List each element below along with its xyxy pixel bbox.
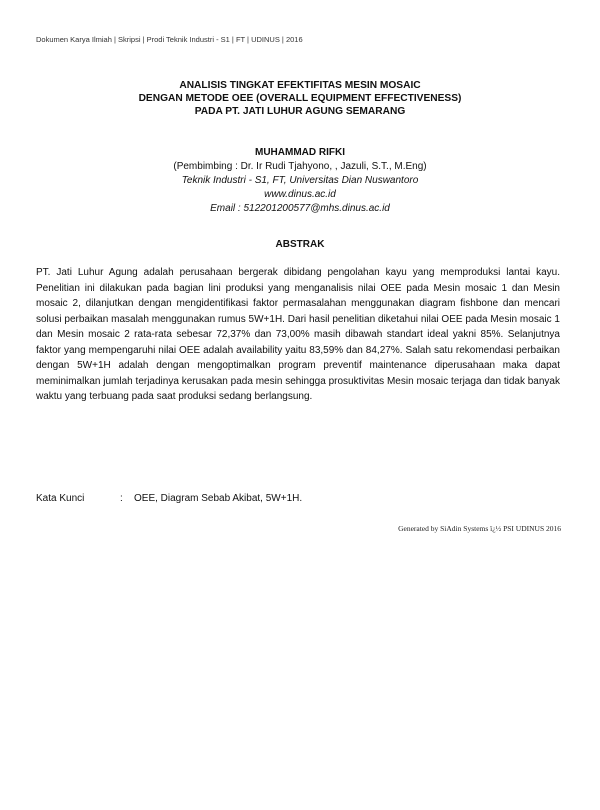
running-header: Dokumen Karya Ilmiah | Skripsi | Prodi Teknik Industri - S1 | FT | UDINUS | 2016 [36,35,303,44]
title-line-2: DENGAN METODE OEE (OVERALL EQUIPMENT EFFECTIVENESS) [138,93,462,104]
abstract-body: PT. Jati Luhur Agung adalah perusahaan bergerak dibidang pengolahan kayu yang memproduksi lantai kayu. Penelitian ini dilakukan pada bagian lini produksi yang menganalisis nilai OEE pada Mesin mosaic 1 dan Mesin mosaic 2, dilanjutkan dengan mengidentifikasi faktor permasalahan menggunakan diagram fishbone dan mencari solusi perbaikan masalah menggunakan rumus 5W+1H. Dari hasil penelitian diketahui nilai OEE pada Mesin mosaic 1 dan Mesin mosaic 2 rata-rata sebesar 72,37% dan 73,00% masih dibawah standart ideal yakni 85%. Selanjutnya faktor yang mempengaruhi nilai OEE adalah availability yaitu 83,59% dan 84,27%. Salah satu rekomendasi perbaikan dengan 5W+1H adalah dengan mengoptimalkan program preventif maintenance diperusahaan maka dapat meminimalkan jumlah terjadinya kerusakan pada mesin sehingga prosuktivitas Mesin mosaic terjaga dan tidak banyak waktu yang terbuang pada saat produksi sedang berlangsung. [36,267,560,402]
affiliation-line: Teknik Industri - S1, FT, Universitas Dian Nuswantoro [181,175,419,186]
keywords-line [36,493,302,504]
title-line-1: ANALISIS TINGKAT EFEKTIFITAS MESIN MOSAIC [179,80,421,91]
paper-title [0,79,600,118]
title-line-3: PADA PT. JATI LUHUR AGUNG SEMARANG [194,106,406,117]
email-line[interactable]: Email : 512201200577@mhs.dinus.ac.id [210,203,390,214]
author-name: MUHAMMAD RIFKI [255,147,345,158]
keywords-value: OEE, Diagram Sebab Akibat, 5W+1H. [134,493,303,504]
website-link[interactable]: www.dinus.ac.id [264,189,336,200]
keywords-separator: : [120,493,123,504]
abstract-heading: ABSTRAK [275,239,325,250]
author-block [0,146,600,216]
generator-footer: Generated by SiAdin Systems ï¿½ PSI UDINUS 2016 [398,524,561,533]
keywords-label: Kata Kunci [36,493,85,504]
supervisor-line: (Pembimbing : Dr. Ir Rudi Tjahyono, , Jazuli, S.T., M.Eng) [173,161,427,172]
